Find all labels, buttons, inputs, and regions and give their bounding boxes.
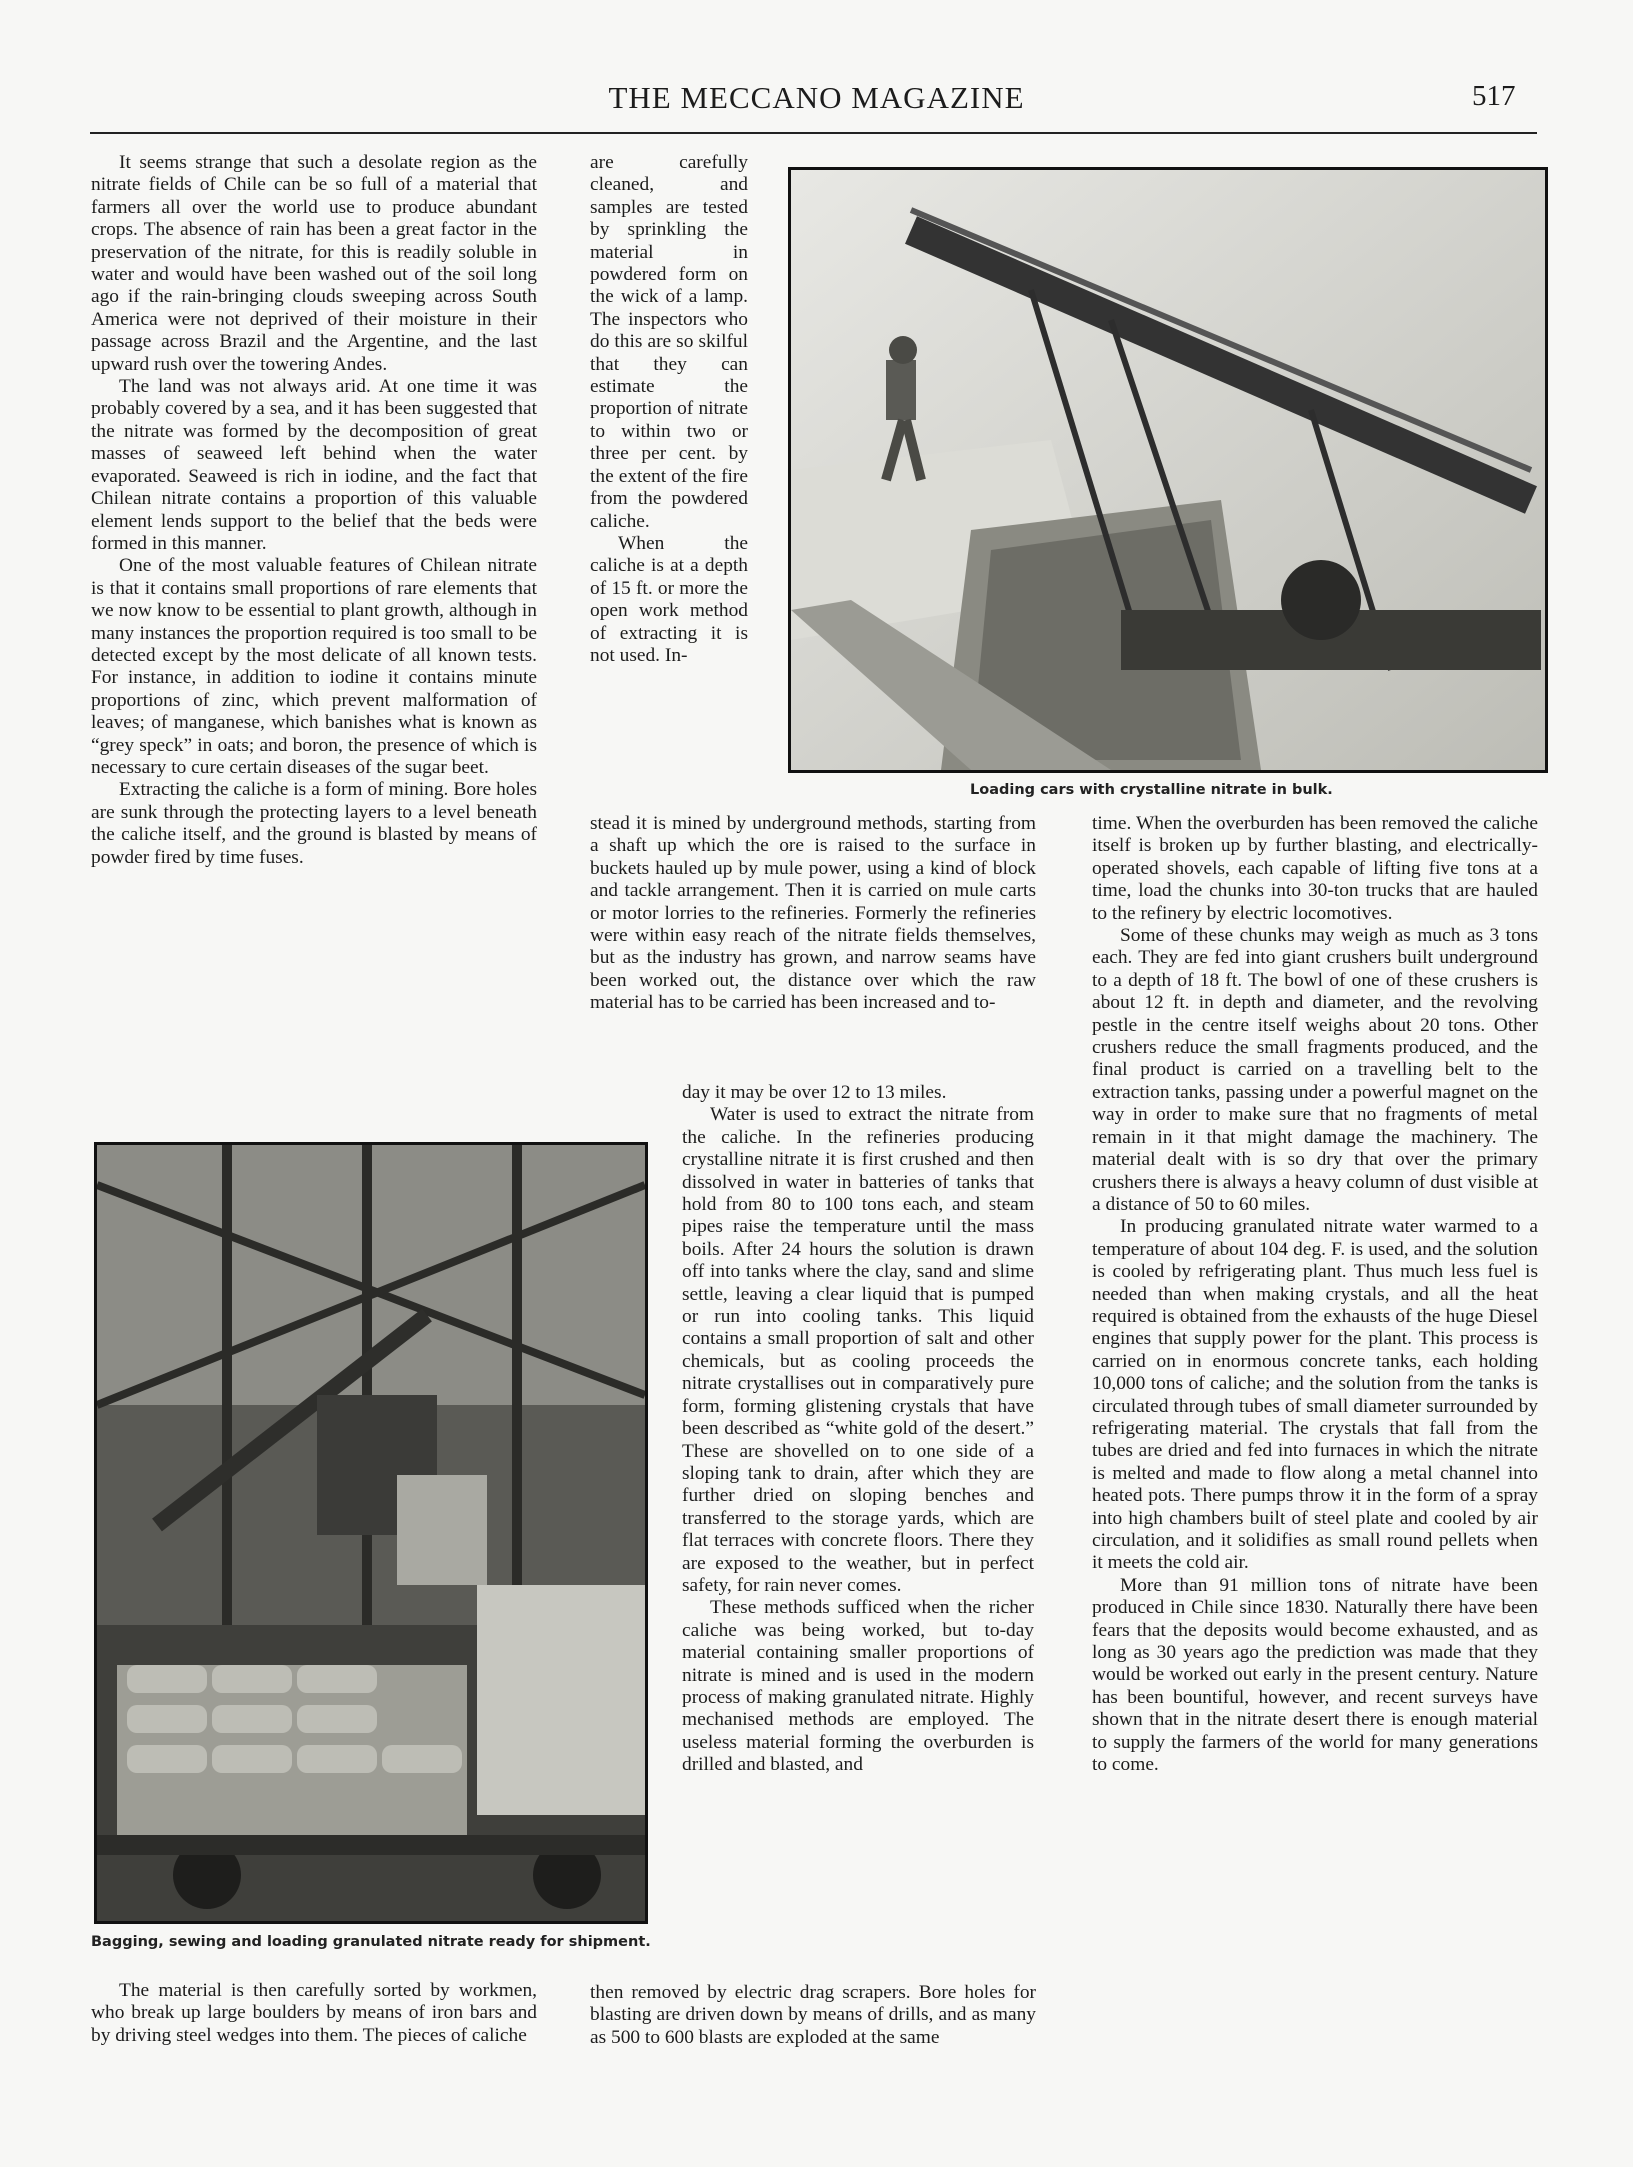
header-rule <box>90 132 1537 134</box>
paragraph: More than 91 million tons of nitrate have been produced in Chile since 1830. Naturally there have been fears that the deposits would become exhausted, and as long as 30 years ago the prediction was made that they would be worked out early in the present century. Nature has been bountiful, however, and recent surveys have shown that in the nitrate desert there is enough material to supply the farmers of the world for many generations to come. <box>1092 1574 1538 1776</box>
column-2-wide <box>590 813 1036 1015</box>
photo-loading-cars <box>788 167 1548 773</box>
figure-caption: Bagging, sewing and loading granulated nitrate ready for shipment. <box>91 1934 651 1950</box>
column-2-lower <box>682 1082 1034 1777</box>
paragraph: Extracting the caliche is a form of mining. Bore holes are sunk through the protecting layers to a level beneath the caliche itself, and the ground is blasted by means of powder fired by time fuses. <box>91 779 537 868</box>
page-number: 517 <box>1472 80 1516 112</box>
column-2-bottom <box>590 1982 1036 2049</box>
paragraph: are carefully cleaned, and samples are tested by sprinkling the material in powdered form on the wick of a lamp. The inspectors who do this are so skilful that they can estimate the proportion of nitrate to within two or three per cent. by the extent of the fire from the powdered caliche. <box>590 152 748 532</box>
paragraph: In producing granulated nitrate water warmed to a temperature of about 104 deg. F. is used, and the solution is cooled by refrigerating plant. Thus much less fuel is needed than when making crystals, and all the heat required is obtained from the exhausts of the huge Diesel engines that supply power for the plant. This process is carried on in enormous concrete tanks, each holding 10,000 tons of caliche; and the solution from the tanks is circulated through tubes of small diameter surrounded by refrigerating material. The crystals that fall from the tubes are dried and fed into furnaces in which the nitrate is melted and made to flow along a metal channel into heated pots. There pumps throw it in the form of a spray into high chambers built of steel plate and cooled by air circulation, and it solidifies as small round pellets when it meets the cold air. <box>1092 1216 1538 1574</box>
magazine-title: THE MECCANO MAGAZINE <box>608 80 1025 115</box>
paragraph: One of the most valuable features of Chilean nitrate is that it contains small proportions of rare elements that we now know to be essential to plant growth, although in many instances the proportion required is too small to be detected except by the most delicate of all known tests. For instance, in addition to iodine it contains minute proportions of zinc, which prevent malformation of leaves; of manganese, which banishes what is known as “grey speck” in oats; and boron, the presence of which is necessary to cure certain diseases of the sugar beet. <box>91 555 537 778</box>
paragraph: then removed by electric drag scrapers. Bore holes for blasting are driven down by means of drills, and as many as 500 to 600 blasts are exploded at the same <box>590 1982 1036 2048</box>
paragraph: These methods sufficed when the richer caliche was being worked, but to-day material containing smaller proportions of nitrate is mined and is used in the modern process of making granulated nitrate. Highly mechanised methods are employed. The useless material forming the overburden is drilled and blasted, and <box>682 1597 1034 1776</box>
column-1-upper <box>91 152 537 869</box>
paragraph: Water is used to extract the nitrate from the caliche. In the refineries producing crystalline nitrate it is first crushed and then dissolved in water in batteries of tanks that hold from 80 to 100 tons each, and steam pipes raise the temperature until the mass boils. After 24 hours the solution is drawn off into tanks where the clay, sand and slime settle, leaving a clear liquid that is pumped or run into cooling tanks. This liquid contains a small proportion of salt and other chemicals, but as cooling proceeds the nitrate crystallises out in comparatively pure form, forming glistening crystals that have been described as “white gold of the desert.” These are shovelled on to one side of a sloping tank to drain, after which they are further dried on sloping benches and transferred to the storage yards, which are flat terraces with concrete floors. There they are exposed to the weather, but in perfect safety, for rain never comes. <box>682 1104 1034 1596</box>
paragraph: The material is then carefully sorted by workmen, who break up large boulders by means of iron bars and by driving steel wedges into them. The pieces of caliche <box>91 1980 537 2046</box>
paragraph: stead it is mined by underground methods, starting from a shaft up which the ore is raised to the surface in buckets hauled up by mule power, using a kind of block and tackle arrangement. Then it is carried on mule carts or motor lorries to the refineries. Formerly the refineries were within easy reach of the nitrate fields themselves, but as the industry has grown, and narrow seams have been worked out, the distance over which the raw material has to be carried has been increased and to- <box>590 813 1036 1014</box>
paragraph: When the caliche is at a depth of 15 ft. or more the open work method of extracting it is not used. In- <box>590 532 748 666</box>
paragraph: It seems strange that such a desolate region as the nitrate fields of Chile can be so full of a material that farmers all over the world use to produce abundant crops. The absence of rain has been a great factor in the preservation of the nitrate, for this is readily soluble in water and would have been washed out of the soil long ago if the rain-bringing clouds sweeping across South America were not deprived of their moisture in their passage across Brazil and the Argentine, and the last upward rush over the towering Andes. <box>91 152 537 375</box>
page-header <box>0 76 1633 126</box>
paragraph: The land was not always arid. At one time it was probably covered by a sea, and it has been suggested that the nitrate was formed by the decomposition of great masses of seaweed left behind when the water evaporated. Seaweed is rich in iodine, and the fact that Chilean nitrate contains a proportion of this valuable element lends support to the belief that the beds were formed in this manner. <box>91 376 537 554</box>
paragraph: day it may be over 12 to 13 miles. <box>682 1082 947 1103</box>
column-2-narrow <box>590 152 748 667</box>
figure-caption: Loading cars with crystalline nitrate in bulk. <box>970 782 1333 798</box>
paragraph: Some of these chunks may weigh as much as 3 tons each. They are fed into giant crushers built underground to a depth of 18 ft. The bowl of one of these crushers is about 12 ft. in depth and diameter, and the revolving pestle in the centre itself weighs about 20 tons. Other crushers reduce the small fragments produced, and the final product is carried on a travelling belt to the extraction tanks, passing under a powerful magnet on the way in order to make sure that no fragments of metal remain in it that might damage the machinery. The material dealt with is so dry that over the primary crushers there is always a heavy column of dust visible at a distance of 50 to 60 miles. <box>1092 925 1538 1215</box>
paragraph: time. When the overburden has been removed the caliche itself is broken up by further blasting, and electrically-operated shovels, each capable of lifting five tons at a time, load the chunks into 30-ton trucks that are hauled to the refinery by electric locomotives. <box>1092 813 1538 924</box>
column-1-lower <box>91 1980 537 2047</box>
photo-bagging-nitrate <box>94 1142 648 1924</box>
column-3 <box>1092 813 1538 1776</box>
